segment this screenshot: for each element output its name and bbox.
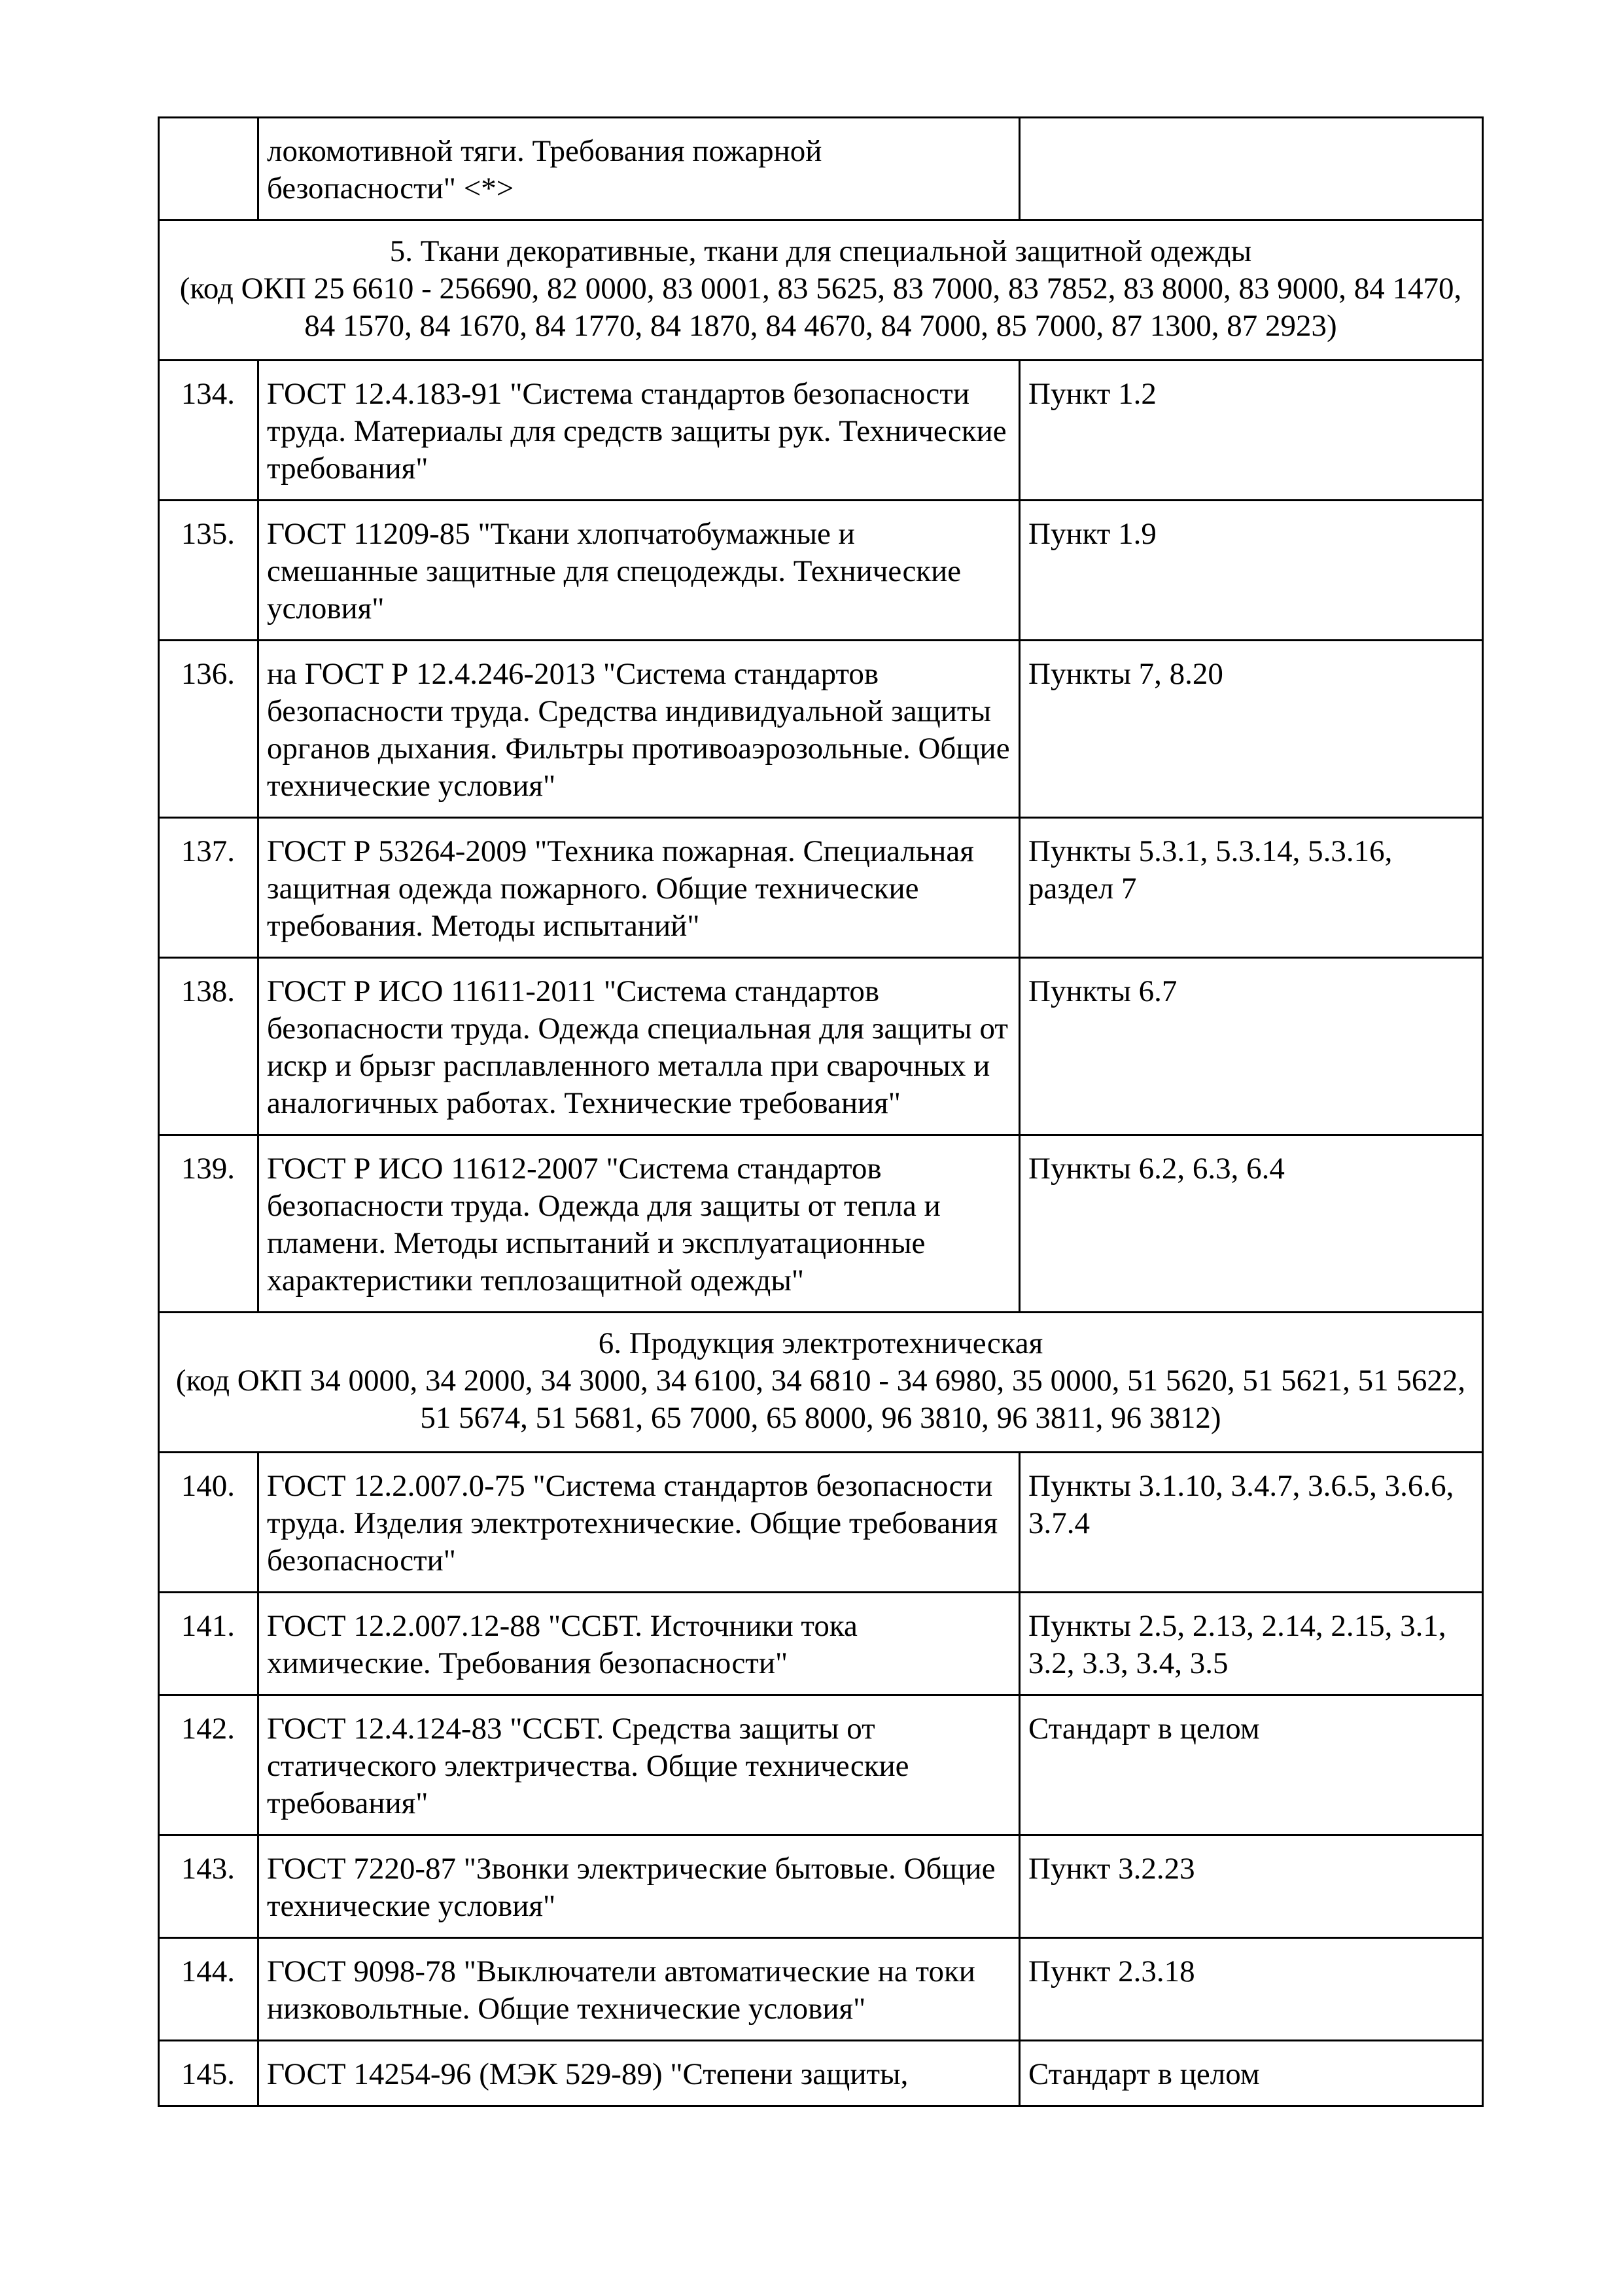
standard-document: ГОСТ 9098-78 "Выключатели автоматические на токи низковольтные. Общие технические условия" (258, 1938, 1020, 2041)
standard-document: ГОСТ 12.4.124-83 "ССБТ. Средства защиты от статического электричества. Общие технические требования" (258, 1695, 1020, 1835)
row-number: 145. (159, 2041, 258, 2106)
table-row (159, 1135, 1483, 1313)
row-number: 134. (159, 361, 258, 501)
applicable-clause: Стандарт в целом (1020, 2041, 1483, 2106)
section-codes: (код ОКП 34 0000, 34 2000, 34 3000, 34 6100, 34 6810 - 34 6980, 35 0000, 51 5620, 51 5621, 51 5622, 51 5674, 51 5681, 65 7000, 65 8000, 96 3810, 96 3811, 96 3812) (175, 1364, 1466, 1435)
standard-document: на ГОСТ Р 12.4.246-2013 "Система стандартов безопасности труда. Средства индивидуальной защиты органов дыхания. Фильтры противоаэрозольные. Общие технические условия" (258, 641, 1020, 818)
row-number: 136. (159, 641, 258, 818)
standard-document: ГОСТ Р 53264-2009 "Техника пожарная. Специальная защитная одежда пожарного. Общие технические требования. Методы испытаний" (258, 818, 1020, 958)
row-number: 139. (159, 1135, 258, 1313)
section-header (159, 221, 1483, 361)
applicable-clause: Пункты 5.3.1, 5.3.14, 5.3.16, раздел 7 (1020, 818, 1483, 958)
applicable-clause: Пункты 6.2, 6.3, 6.4 (1020, 1135, 1483, 1313)
row-number: 140. (159, 1453, 258, 1593)
row-number (159, 118, 258, 221)
standard-document: локомотивной тяги. Требования пожарной безопасности" <*> (258, 118, 1020, 221)
table-row (159, 501, 1483, 641)
standards-table-body (159, 118, 1483, 2106)
table-row (159, 1835, 1483, 1938)
table-row (159, 118, 1483, 221)
applicable-clause (1020, 118, 1483, 221)
standard-document: ГОСТ 12.2.007.12-88 "ССБТ. Источники тока химические. Требования безопасности" (258, 1593, 1020, 1695)
standard-document: ГОСТ 12.4.183-91 "Система стандартов безопасности труда. Материалы для средств защиты рук. Технические требования" (258, 361, 1020, 501)
section-header-row (159, 1313, 1483, 1453)
table-row (159, 1695, 1483, 1835)
table-row (159, 818, 1483, 958)
applicable-clause: Пункт 2.3.18 (1020, 1938, 1483, 2041)
table-row (159, 641, 1483, 818)
standard-document: ГОСТ Р ИСО 11611-2011 "Система стандартов безопасности труда. Одежда специальная для защиты от искр и брызг расплавленного металла при сварочных и аналогичных работах. Технические требования" (258, 958, 1020, 1135)
section-header (159, 1313, 1483, 1453)
section-title: 6. Продукция электротехническая (598, 1326, 1043, 1360)
standards-table (158, 116, 1484, 2107)
table-row (159, 1938, 1483, 2041)
applicable-clause: Стандарт в целом (1020, 1695, 1483, 1835)
row-number: 143. (159, 1835, 258, 1938)
row-number: 135. (159, 501, 258, 641)
applicable-clause: Пункты 3.1.10, 3.4.7, 3.6.5, 3.6.6, 3.7.4 (1020, 1453, 1483, 1593)
applicable-clause: Пункты 7, 8.20 (1020, 641, 1483, 818)
row-number: 138. (159, 958, 258, 1135)
applicable-clause: Пункт 3.2.23 (1020, 1835, 1483, 1938)
table-row (159, 958, 1483, 1135)
row-number: 141. (159, 1593, 258, 1695)
row-number: 137. (159, 818, 258, 958)
applicable-clause: Пункты 2.5, 2.13, 2.14, 2.15, 3.1, 3.2, 3.3, 3.4, 3.5 (1020, 1593, 1483, 1695)
table-row (159, 1453, 1483, 1593)
standard-document: ГОСТ 12.2.007.0-75 "Система стандартов безопасности труда. Изделия электротехнические. Общие требования безопасности" (258, 1453, 1020, 1593)
standard-document: ГОСТ 7220-87 "Звонки электрические бытовые. Общие технические условия" (258, 1835, 1020, 1938)
applicable-clause: Пункт 1.9 (1020, 501, 1483, 641)
section-codes: (код ОКП 25 6610 - 256690, 82 0000, 83 0001, 83 5625, 83 7000, 83 7852, 83 8000, 83 9000, 84 1470, 84 1570, 84 1670, 84 1770, 84 1870, 84 4670, 84 7000, 85 7000, 87 1300, 87 2923) (179, 272, 1462, 343)
standard-document: ГОСТ Р ИСО 11612-2007 "Система стандартов безопасности труда. Одежда для защиты от тепла и пламени. Методы испытаний и эксплуатационные характеристики теплозащитной одежды" (258, 1135, 1020, 1313)
applicable-clause: Пункт 1.2 (1020, 361, 1483, 501)
row-number: 142. (159, 1695, 258, 1835)
standard-document: ГОСТ 14254-96 (МЭК 529-89) "Степени защиты, (258, 2041, 1020, 2106)
section-title: 5. Ткани декоративные, ткани для специальной защитной одежды (389, 234, 1252, 268)
table-row (159, 1593, 1483, 1695)
row-number: 144. (159, 1938, 258, 2041)
applicable-clause: Пункты 6.7 (1020, 958, 1483, 1135)
standard-document: ГОСТ 11209-85 "Ткани хлопчатобумажные и смешанные защитные для спецодежды. Технические условия" (258, 501, 1020, 641)
table-row (159, 2041, 1483, 2106)
section-header-row (159, 221, 1483, 361)
table-row (159, 361, 1483, 501)
